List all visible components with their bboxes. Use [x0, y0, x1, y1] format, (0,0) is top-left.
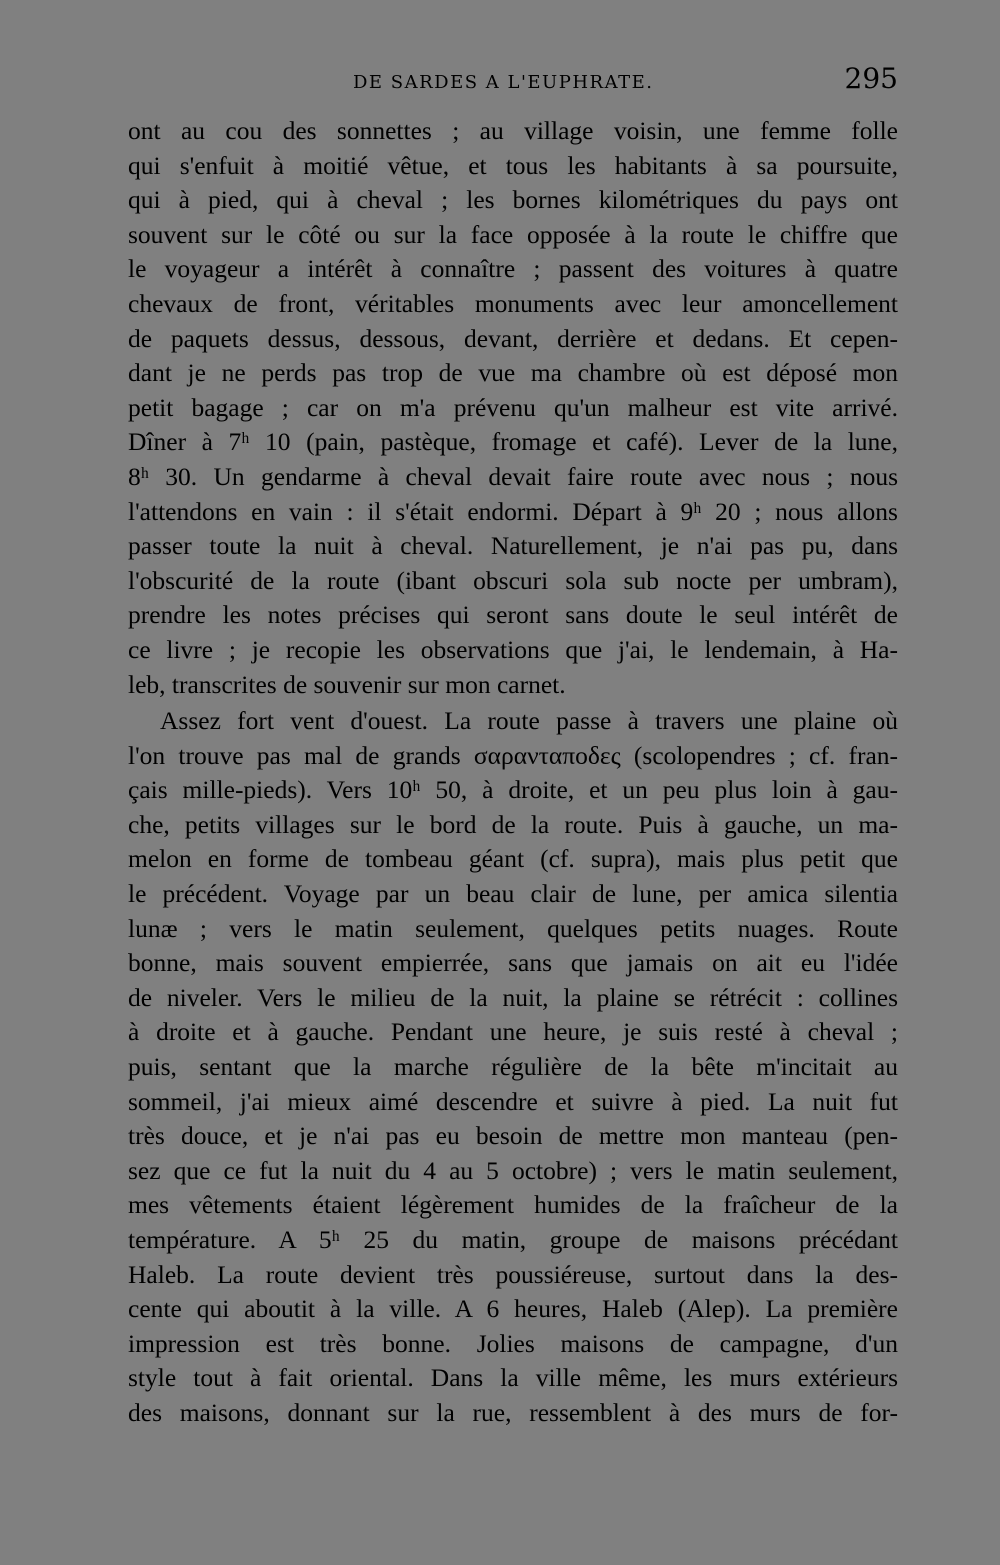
book-page	[128, 58, 898, 1548]
text-line: mes vêtements étaient légèrement humides de la fraîcheur de la	[128, 1190, 898, 1220]
text-line: de paquets dessus, dessous, devant, derrière et dedans. Et cepen-	[128, 323, 898, 353]
text-line: cente qui aboutit à la ville. A 6 heures, Haleb (Alep). La première	[128, 1294, 898, 1324]
text-line: chevaux de front, véritables monuments avec leur amoncellement	[128, 288, 898, 318]
text-line: style tout à fait oriental. Dans la ville même, les murs extérieurs	[128, 1363, 898, 1393]
text-line: souvent sur le côté ou sur la face opposée à la route le chiffre que	[128, 219, 898, 249]
running-title: DE SARDES A L'EUPHRATE.	[353, 72, 654, 93]
text-line: bonne, mais souvent empierrée, sans que jamais on ait eu l'idée	[128, 948, 898, 978]
text-line: lunæ ; vers le matin seulement, quelques petits nuages. Route	[128, 913, 898, 943]
text-line: l'on trouve pas mal de grands σαρανταποδες (scolopendres ; cf. fran-	[128, 740, 898, 770]
text-line: petit bagage ; car on m'a prévenu qu'un malheur est vite arrivé.	[128, 392, 898, 422]
text-line: 8ʰ 30. Un gendarme à cheval devait faire route avec nous ; nous	[128, 461, 898, 491]
text-line: impression est très bonne. Jolies maisons de campagne, d'un	[128, 1328, 898, 1358]
text-line: à droite et à gauche. Pendant une heure, je suis resté à cheval ;	[128, 1017, 898, 1047]
text-line: prendre les notes précises qui seront sans doute le seul intérêt de	[128, 600, 898, 630]
page-number: 295	[844, 62, 898, 95]
paragraph-2	[128, 704, 898, 1430]
text-line: des maisons, donnant sur la rue, ressemblent à des murs de for-	[128, 1397, 898, 1427]
text-line: ont au cou des sonnettes ; au village voisin, une femme folle	[128, 116, 898, 145]
text-line: Assez fort vent d'ouest. La route passe à travers une plaine où	[160, 706, 898, 736]
text-line: qui à pied, qui à cheval ; les bornes kilométriques du pays ont	[128, 185, 898, 215]
text-line: température. A 5ʰ 25 du matin, groupe de maisons précédant	[128, 1225, 898, 1254]
body-text	[128, 114, 898, 1431]
text-line: leb, transcrites de souvenir sur mon carnet.	[128, 669, 566, 699]
text-line: Haleb. La route devient très poussiéreuse, surtout dans la des-	[128, 1259, 898, 1289]
text-line: de niveler. Vers le milieu de la nuit, la plaine se rétrécit : collines	[128, 982, 898, 1012]
text-line: melon en forme de tombeau géant (cf. supra), mais plus petit que	[128, 844, 898, 874]
text-line: l'attendons en vain : il s'était endormi. Départ à 9ʰ 20 ; nous allons	[128, 496, 898, 526]
text-line: che, petits villages sur le bord de la route. Puis à gauche, un ma-	[128, 809, 898, 839]
text-line: Dîner à 7ʰ 10 (pain, pastèque, fromage et café). Lever de la lune,	[128, 427, 898, 457]
text-line: çais mille-pieds). Vers 10ʰ 50, à droite, et un peu plus loin à gau-	[128, 775, 898, 805]
paragraph-1	[128, 114, 898, 702]
text-line: puis, sentant que la marche régulière de la bête m'incitait au	[128, 1052, 898, 1082]
page-header	[128, 58, 898, 104]
text-line: passer toute la nuit à cheval. Naturellement, je n'ai pas pu, dans	[128, 531, 898, 561]
text-line: l'obscurité de la route (ibant obscuri sola sub nocte per umbram),	[128, 565, 898, 595]
text-line: ce livre ; je recopie les observations que j'ai, le lendemain, à Ha-	[128, 634, 898, 664]
text-line: qui s'enfuit à moitié vêtue, et tous les habitants à sa poursuite,	[128, 150, 898, 180]
text-line: sommeil, j'ai mieux aimé descendre et suivre à pied. La nuit fut	[128, 1086, 898, 1116]
text-line: sez que ce fut la nuit du 4 au 5 octobre) ; vers le matin seulement,	[128, 1155, 898, 1185]
text-line: le voyageur a intérêt à connaître ; passent des voitures à quatre	[128, 254, 898, 284]
text-line: dant je ne perds pas trop de vue ma chambre où est déposé mon	[128, 358, 898, 388]
text-line: le précédent. Voyage par un beau clair de lune, per amica silentia	[128, 879, 898, 909]
text-line: très douce, et je n'ai pas eu besoin de mettre mon manteau (pen-	[128, 1121, 898, 1151]
